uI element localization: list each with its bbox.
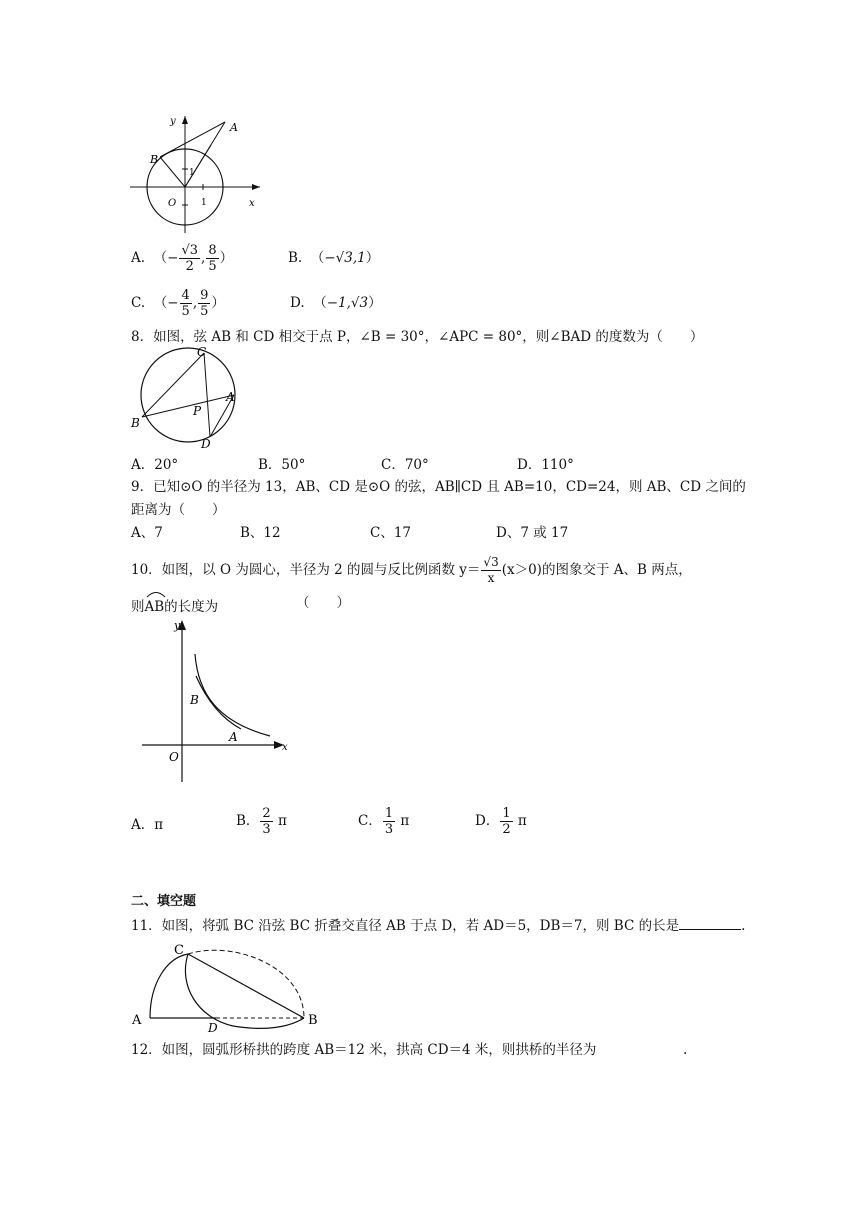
- q11-point-d: D: [208, 1021, 218, 1032]
- q10-option-c: C． $\frac{1}{3}$ π: [358, 806, 410, 837]
- q8-option-c: C．70°: [381, 457, 429, 473]
- q11-figure: [128, 936, 328, 1032]
- q7-figure: [120, 108, 270, 238]
- q7-one-y: 1: [189, 168, 195, 178]
- q9-option-c: C、17: [370, 525, 412, 541]
- q7-y-label: y: [170, 116, 176, 127]
- q10-option-b: B． $\frac{2}{3}$ π: [236, 806, 287, 837]
- q9-option-a: A、7: [131, 525, 163, 541]
- q7-one-x: 1: [201, 198, 207, 208]
- q10-y-label: y: [174, 619, 181, 632]
- q10-paren: （ ）: [296, 595, 350, 611]
- q8-option-b: B．50°: [258, 457, 306, 473]
- q8-point-b: B: [131, 416, 140, 430]
- q10-origin: O: [169, 750, 179, 764]
- q10-stem-line1: 10．如图，以 O 为圆心，半径为 2 的圆与反比例函数 y＝ $\frac{√3}{x}$ (x＞0)的图象交于 A、B 两点，: [131, 555, 692, 585]
- q7-option-a: A. （− $\frac{√3}{2}$ , $\frac{8}{5}$ ）: [131, 243, 234, 274]
- q7-option-d: D. （−1,√3）: [290, 295, 382, 311]
- q10-point-a: A: [229, 730, 238, 744]
- q8-point-c: C: [197, 345, 207, 359]
- q11-point-a: A: [132, 1013, 142, 1028]
- q7-point-b: B: [150, 153, 159, 166]
- q8-point-d: D: [201, 437, 211, 451]
- q9-stem-line1: 9．已知⊙O 的半径为 13，AB、CD 是⊙O 的弦，AB∥CD 且 AB=10，CD=24，则 AB、CD 之间的: [131, 479, 746, 495]
- q8-option-a: A．20°: [131, 457, 179, 473]
- q7-x-label: x: [249, 198, 255, 209]
- q8-point-p: P: [193, 404, 202, 418]
- q8-point-a: A: [226, 390, 235, 404]
- q10-point-b: B: [190, 693, 199, 707]
- q11-stem: 11．如图，将弧 BC 沿弦 BC 折叠交直径 AB 于点 D，若 AD＝5，DB＝7，则 BC 的长是 .: [131, 918, 746, 934]
- q12-stem: 12．如图，圆弧形桥拱的跨度 AB＝12 米，拱高 CD＝4 米，则拱桥的半径为: [131, 1042, 597, 1058]
- q7-origin: O: [168, 198, 177, 209]
- q9-option-b: B、12: [240, 525, 281, 541]
- q10-option-d: D． $\frac{1}{2}$ π: [475, 806, 527, 837]
- q9-stem-line2: 距离为（ ）: [131, 502, 226, 518]
- q10-arc-ab: AB: [145, 594, 165, 616]
- q11-point-b: B: [308, 1013, 318, 1028]
- q7-option-c: C. （− $\frac{4}{5}$ , $\frac{9}{5}$ ）: [131, 288, 225, 319]
- section-title: 二、填空题: [131, 894, 197, 909]
- q11-point-c: C: [174, 943, 184, 958]
- q7-option-b: B. （−√3,1）: [288, 250, 380, 266]
- q8-stem: 8．如图，弦 AB 和 CD 相交于点 P，∠B = 30°，∠APC = 80°，则∠BAD 的度数为（ ）: [131, 329, 704, 345]
- q8-option-d: D．110°: [517, 457, 574, 473]
- q12-period: .: [683, 1042, 688, 1058]
- q7-point-a: A: [230, 121, 238, 134]
- q10-x-label: x: [282, 742, 288, 753]
- q10-figure: [138, 614, 298, 786]
- q11-answer-blank[interactable]: [679, 917, 741, 930]
- q10-option-a: A．π: [131, 817, 164, 833]
- q8-figure: [128, 343, 248, 453]
- q10-stem-line2: 则 AB的长度为: [131, 594, 218, 616]
- q9-option-d: D、7 或 17: [496, 525, 569, 541]
